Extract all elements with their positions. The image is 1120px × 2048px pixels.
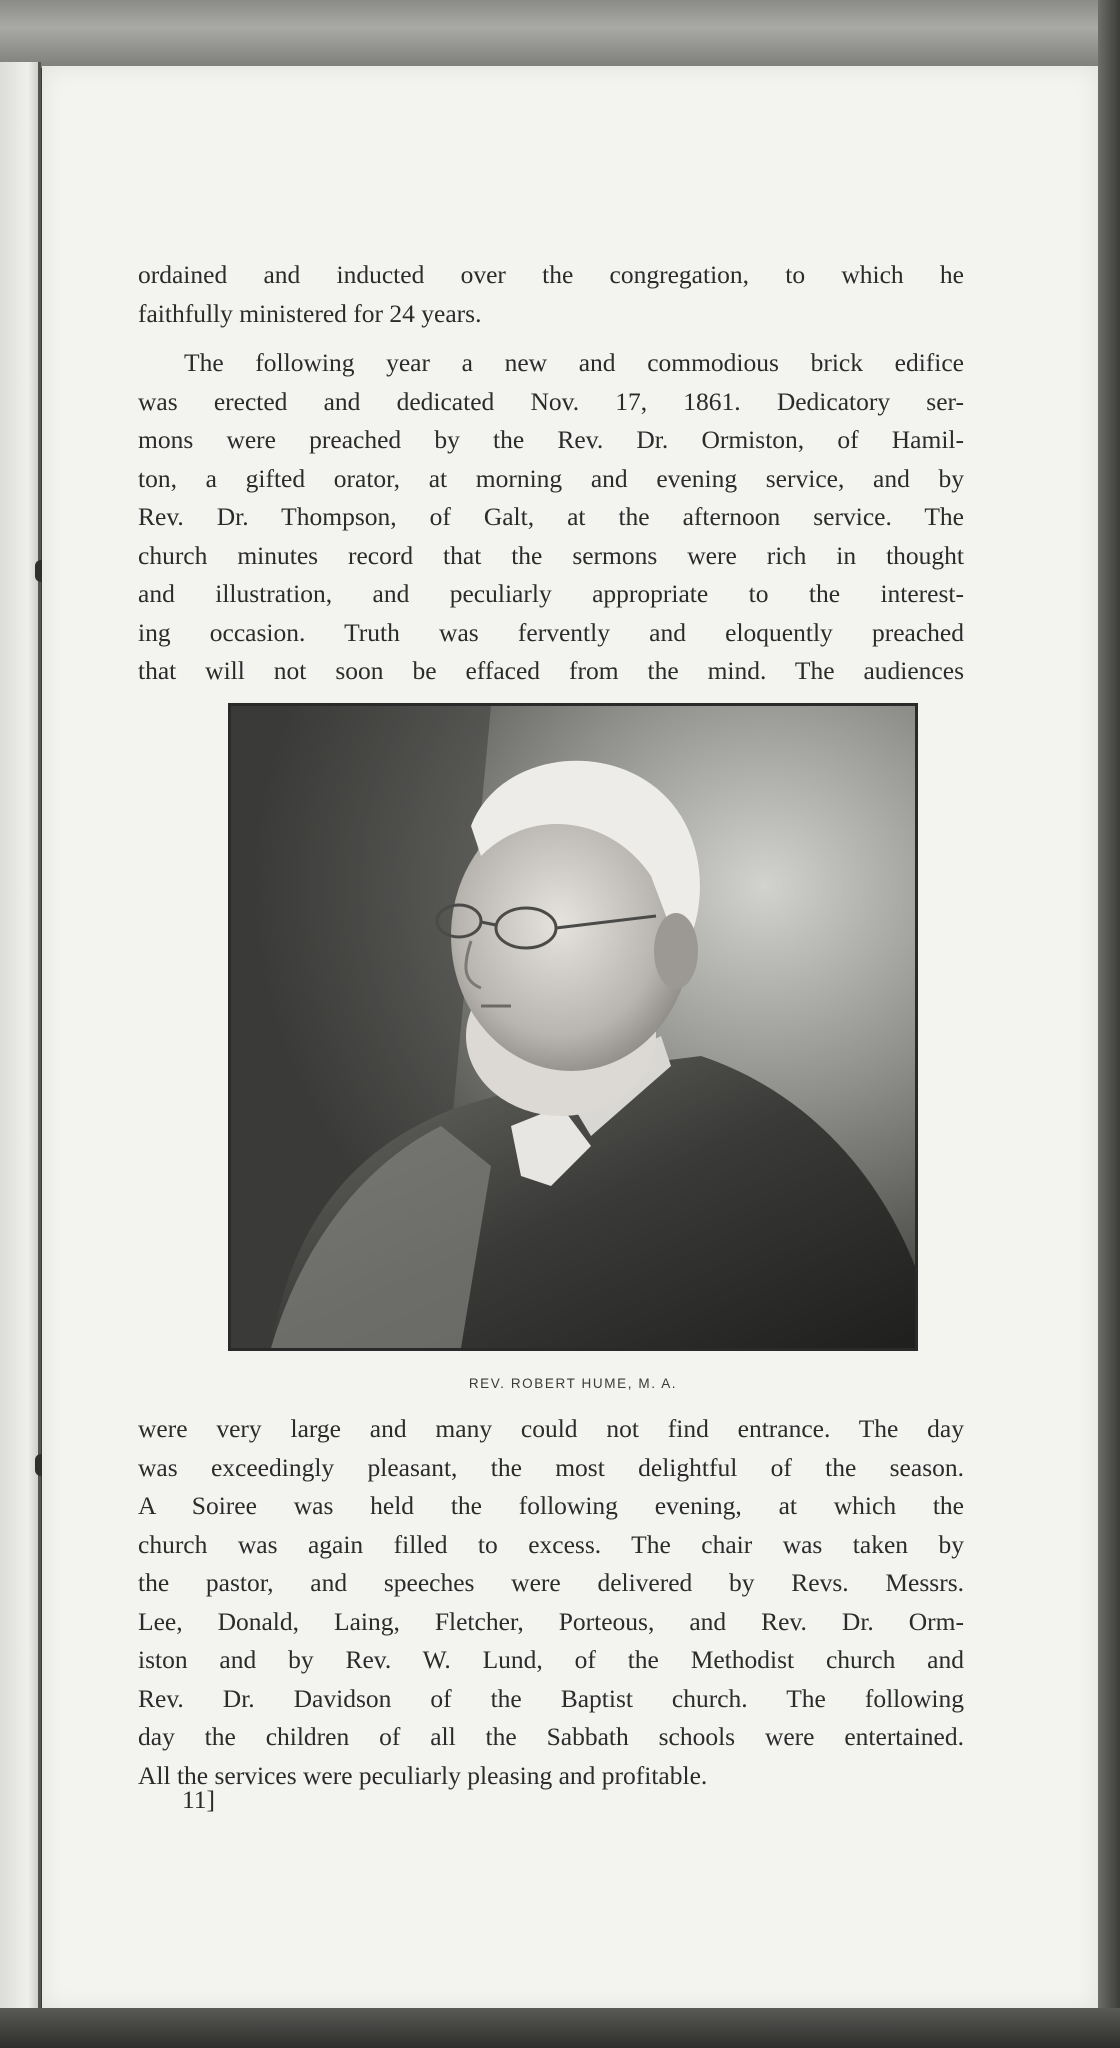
soiree-paragraph: [138, 1410, 964, 1795]
text-line: day the children of all the Sabbath schools were entertained.: [138, 1722, 964, 1751]
book-binding: [38, 62, 41, 2012]
text-line: church was again filled to excess. The chair was taken by: [138, 1529, 964, 1559]
text-line: The following year a new and commodious brick edifice: [184, 348, 964, 377]
text-line: that will not soon be effaced from the mind. The audiences: [138, 656, 964, 685]
text-line: ing occasion. Truth was fervently and eloquently preached: [138, 617, 964, 647]
portrait-photo: [228, 703, 918, 1351]
book-top-edge: [0, 0, 1120, 68]
text-line: Rev. Dr. Thompson, of Galt, at the afternoon service. The: [138, 502, 964, 531]
text-line: All the services were peculiarly pleasing and profitable.: [138, 1760, 708, 1790]
text-line: ordained and inducted over the congregation, to which he: [138, 260, 964, 289]
page-number: 11]: [182, 1785, 216, 1814]
facing-page-edge: [0, 62, 40, 2012]
dedication-paragraph: [138, 344, 964, 691]
text-line: the pastor, and speeches were delivered by Revs. Messrs.: [138, 1568, 964, 1597]
text-line: and illustration, and peculiarly appropriate to the interest-: [138, 579, 964, 608]
book-bottom-edge: [0, 2008, 1120, 2048]
text-line: faithfully ministered for 24 years.: [138, 298, 482, 328]
book-right-edge: [1098, 0, 1120, 2048]
text-line: A Soiree was held the following evening, at which the: [138, 1491, 964, 1520]
photo-caption: REV. ROBERT HUME, M. A.: [468, 1376, 678, 1391]
text-line: iston and by Rev. W. Lund, of the Methodist church and: [138, 1645, 964, 1674]
text-line: were very large and many could not find entrance. The day: [138, 1414, 964, 1443]
text-line: was exceedingly pleasant, the most delightful of the season.: [138, 1452, 964, 1482]
text-line: church minutes record that the sermons were rich in thought: [138, 540, 964, 570]
text-line: Rev. Dr. Davidson of the Baptist church. The following: [138, 1683, 964, 1713]
text-line: Lee, Donald, Laing, Fletcher, Porteous, and Rev. Dr. Orm-: [138, 1606, 964, 1636]
continued-paragraph: [138, 256, 964, 333]
text-line: mons were preached by the Rev. Dr. Ormiston, of Hamil-: [138, 425, 964, 454]
text-line: ton, a gifted orator, at morning and evening service, and by: [138, 463, 964, 493]
portrait-illustration: [231, 706, 915, 1348]
text-line: was erected and dedicated Nov. 17, 1861. Dedicatory ser-: [138, 386, 964, 416]
